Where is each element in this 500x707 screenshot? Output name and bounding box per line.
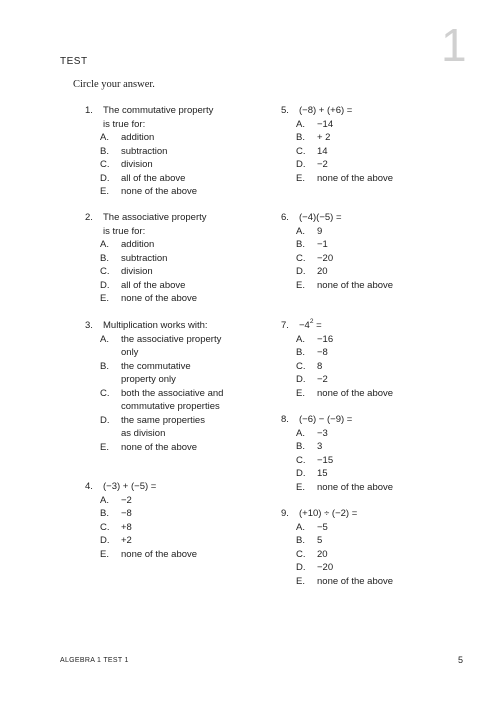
answer-option-b[interactable] xyxy=(281,440,461,454)
question-number: 6. xyxy=(281,212,289,223)
answer-option-a[interactable] xyxy=(281,118,461,132)
answer-option-a[interactable] xyxy=(85,333,265,360)
question-stem: The commutative property is true for: xyxy=(103,105,214,130)
option-letter: C. xyxy=(100,266,110,277)
question-5 xyxy=(281,104,461,185)
option-text: 20 xyxy=(317,548,328,560)
answer-option-d[interactable] xyxy=(281,373,461,387)
option-letter: E. xyxy=(296,172,305,184)
answer-option-e[interactable] xyxy=(85,292,265,306)
instructions: Circle your answer. xyxy=(73,79,155,90)
question-stem: (+10) ÷ (−2) = xyxy=(299,508,358,519)
answer-option-e[interactable] xyxy=(85,185,265,199)
page-number: 5 xyxy=(458,655,464,665)
option-text: −20 xyxy=(317,562,334,573)
answer-option-c[interactable] xyxy=(281,454,461,468)
answer-option-b[interactable] xyxy=(85,507,265,521)
answer-option-c[interactable] xyxy=(85,521,265,535)
question-stem: (−6) − (−9) = xyxy=(299,414,353,425)
answer-option-e[interactable] xyxy=(85,548,265,562)
question-1 xyxy=(85,104,265,199)
answer-option-d[interactable] xyxy=(281,265,461,279)
stem-exponent: 2 xyxy=(309,318,314,325)
answer-option-d[interactable] xyxy=(281,561,461,575)
footer-title: ALGEBRA 1 TEST 1 xyxy=(60,657,129,664)
option-letter: A. xyxy=(296,521,305,533)
answer-option-c[interactable] xyxy=(85,387,265,414)
answer-option-a[interactable] xyxy=(281,225,461,239)
option-text: −3 xyxy=(317,427,328,439)
option-letter: A. xyxy=(100,239,109,250)
option-text: division xyxy=(121,159,153,170)
option-text: + 2 xyxy=(317,132,331,143)
question-7 xyxy=(281,319,461,400)
option-text: +8 xyxy=(121,521,132,533)
option-text: none of the above xyxy=(317,575,394,587)
question-8 xyxy=(281,413,461,494)
option-text: division xyxy=(121,266,153,277)
option-text: 8 xyxy=(317,360,323,372)
option-letter: E. xyxy=(296,575,305,587)
option-text: −8 xyxy=(121,508,132,519)
answer-option-b[interactable] xyxy=(85,252,265,266)
option-letter: D. xyxy=(100,172,110,184)
answer-option-c[interactable] xyxy=(281,360,461,374)
option-text: −5 xyxy=(317,521,328,533)
option-text: both the associative and commutative properties xyxy=(121,387,224,412)
option-text: 15 xyxy=(317,468,328,479)
option-letter: D. xyxy=(100,535,110,546)
option-text: none of the above xyxy=(121,186,198,197)
option-text: 5 xyxy=(317,535,323,546)
option-letter: A. xyxy=(296,118,305,130)
option-text: 9 xyxy=(317,225,323,237)
question-stem: The associative property is true for: xyxy=(103,212,207,237)
question-stem: (−4)(−5) = xyxy=(299,212,342,223)
option-text: 14 xyxy=(317,145,328,157)
answer-option-a[interactable] xyxy=(85,131,265,145)
answer-option-a[interactable] xyxy=(281,333,461,347)
answer-option-d[interactable] xyxy=(85,414,265,441)
question-stem: Multiplication works with: xyxy=(103,320,208,331)
option-text: all of the above xyxy=(121,172,186,184)
answer-option-c[interactable] xyxy=(281,548,461,562)
option-letter: E. xyxy=(296,481,305,493)
answer-option-e[interactable] xyxy=(281,387,461,401)
option-letter: C. xyxy=(100,159,110,170)
option-text: subtraction xyxy=(121,252,168,264)
option-letter: C. xyxy=(296,360,306,372)
option-letter: D. xyxy=(100,279,110,291)
answer-option-c[interactable] xyxy=(281,145,461,159)
question-stem: (−8) + (+6) = xyxy=(299,105,353,116)
option-text: none of the above xyxy=(121,441,198,453)
option-text: −1 xyxy=(317,239,328,250)
question-number: 2. xyxy=(85,212,93,223)
option-letter: B. xyxy=(100,145,109,157)
question-4 xyxy=(85,480,265,561)
answer-option-c[interactable] xyxy=(85,158,265,172)
answer-option-e[interactable] xyxy=(281,172,461,186)
option-text: −2 xyxy=(121,494,132,506)
answer-option-d[interactable] xyxy=(85,279,265,293)
option-letter: E. xyxy=(296,279,305,291)
answer-option-a[interactable] xyxy=(85,494,265,508)
option-letter: D. xyxy=(296,374,306,385)
option-text: the same properties as division xyxy=(121,414,205,439)
answer-option-a[interactable] xyxy=(281,427,461,441)
option-letter: B. xyxy=(296,347,305,358)
option-letter: A. xyxy=(100,132,109,143)
option-letter: A. xyxy=(100,494,109,506)
option-letter: D. xyxy=(100,414,110,426)
option-letter: B. xyxy=(100,508,109,519)
option-text: −2 xyxy=(317,374,328,385)
answer-option-d[interactable] xyxy=(85,172,265,186)
option-letter: C. xyxy=(296,252,306,264)
answer-option-b[interactable] xyxy=(281,131,461,145)
option-text: +2 xyxy=(121,535,132,546)
option-letter: B. xyxy=(296,132,305,143)
option-text: 20 xyxy=(317,266,328,277)
option-text: none of the above xyxy=(121,548,198,560)
answer-option-e[interactable] xyxy=(281,481,461,495)
answer-option-b[interactable] xyxy=(281,534,461,548)
option-letter: B. xyxy=(100,252,109,264)
option-text: none of the above xyxy=(317,279,394,291)
question-2 xyxy=(85,211,265,306)
answer-option-e[interactable] xyxy=(281,575,461,589)
question-stem xyxy=(299,319,461,333)
option-letter: E. xyxy=(100,293,109,304)
option-letter: D. xyxy=(296,159,306,170)
option-text: none of the above xyxy=(121,293,198,304)
question-number: 8. xyxy=(281,414,289,425)
option-text: none of the above xyxy=(317,481,394,493)
option-letter: A. xyxy=(296,333,305,345)
answer-option-b[interactable] xyxy=(85,145,265,159)
option-letter: B. xyxy=(296,239,305,250)
option-text: −8 xyxy=(317,347,328,358)
answer-option-a[interactable] xyxy=(281,521,461,535)
answer-option-d[interactable] xyxy=(281,467,461,481)
option-letter: A. xyxy=(296,427,305,439)
answer-option-a[interactable] xyxy=(85,238,265,252)
answer-option-d[interactable] xyxy=(281,158,461,172)
stem-tail: = xyxy=(313,320,322,331)
option-letter: B. xyxy=(100,360,109,372)
answer-option-b[interactable] xyxy=(85,360,265,387)
option-text: −16 xyxy=(317,333,334,345)
answer-option-b[interactable] xyxy=(281,238,461,252)
answer-option-e[interactable] xyxy=(281,279,461,293)
option-text: none of the above xyxy=(317,387,394,399)
test-heading: TEST xyxy=(60,56,88,67)
option-letter: A. xyxy=(296,225,305,237)
option-text: −2 xyxy=(317,159,328,170)
answer-option-c[interactable] xyxy=(281,252,461,266)
question-3 xyxy=(85,319,265,454)
option-text: 3 xyxy=(317,441,323,452)
option-letter: B. xyxy=(296,535,305,546)
answer-option-c[interactable] xyxy=(85,265,265,279)
option-letter: B. xyxy=(296,441,305,452)
question-number: 7. xyxy=(281,320,289,331)
answer-option-d[interactable] xyxy=(85,534,265,548)
option-text: −14 xyxy=(317,118,334,130)
option-text: addition xyxy=(121,132,155,143)
answer-option-e[interactable] xyxy=(85,441,265,455)
option-text: subtraction xyxy=(121,145,168,157)
question-stem: (−3) + (−5) = xyxy=(103,481,157,492)
option-letter: D. xyxy=(296,266,306,277)
option-letter: E. xyxy=(100,548,109,560)
question-6 xyxy=(281,211,461,292)
question-number: 1. xyxy=(85,105,93,116)
option-letter: D. xyxy=(296,468,306,479)
option-letter: D. xyxy=(296,562,306,573)
option-text: the commutative property only xyxy=(121,360,191,385)
option-letter: E. xyxy=(100,186,109,197)
question-number: 4. xyxy=(85,481,93,492)
question-9 xyxy=(281,507,461,588)
question-number: 3. xyxy=(85,320,93,331)
question-number: 9. xyxy=(281,508,289,519)
option-letter: A. xyxy=(100,333,109,345)
option-text: addition xyxy=(121,239,155,250)
option-letter: C. xyxy=(100,387,110,399)
option-letter: C. xyxy=(296,548,306,560)
option-text: the associative property only xyxy=(121,333,222,358)
option-text: −15 xyxy=(317,454,334,466)
option-letter: C. xyxy=(100,521,110,533)
option-text: all of the above xyxy=(121,279,186,291)
stem-base: −4 xyxy=(299,320,310,331)
option-text: −20 xyxy=(317,252,334,264)
chapter-number: 1 xyxy=(441,19,467,71)
question-number: 5. xyxy=(281,105,289,116)
option-text: none of the above xyxy=(317,172,394,184)
answer-option-b[interactable] xyxy=(281,346,461,360)
option-letter: C. xyxy=(296,145,306,157)
option-letter: C. xyxy=(296,454,306,466)
option-letter: E. xyxy=(100,441,109,453)
option-letter: E. xyxy=(296,387,305,399)
